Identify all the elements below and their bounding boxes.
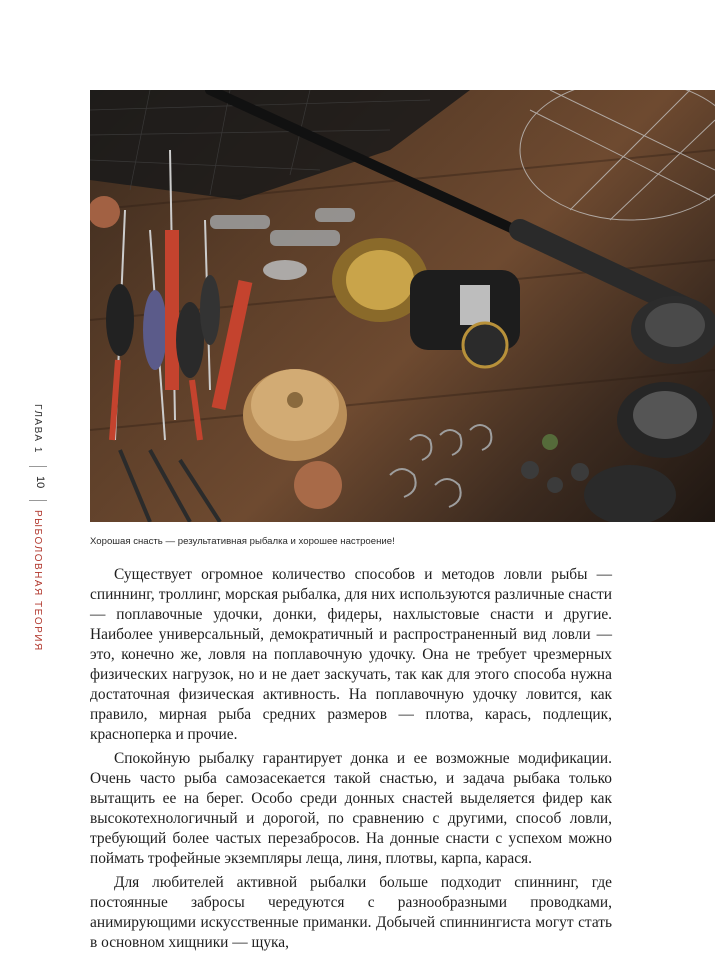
bait-ball (294, 461, 342, 509)
sinkers (521, 434, 589, 493)
chapter-label: ГЛАВА 1 (32, 404, 43, 454)
paragraph: Для любителей активной рыбалки больше подходит спиннинг, где постоянные забросы чередуются с разнообразными проводками, анимирующими искусственные приманки. Добычей спиннингиста могут стать в основном хищники — щука, (90, 874, 612, 951)
paragraph: Существует огромное количество способов и методов ловли рыбы — спиннинг, троллинг, морская рыбалка, для них используются различные снасти — поплавочные удочки, донки, фидеры, нахлыстовые снасти и другие. Наиболее универсальный, демократичный и распространенный вид ловли — это, конечно же, ловля на поплавочную удочку. Она не требует чрезмерных физических нагрузок, но и не дает заскучать, так как для этого способа нужна достаточная физическая активность. На поплавочную удочку ловится, как правило, мирная рыба средних размеров — плотва, карась, подлещик, красноперка и прочие. (90, 566, 612, 743)
fishing-gear-illustration (90, 90, 715, 522)
swivels (120, 450, 220, 522)
page-sidebar (27, 404, 51, 654)
bait-ball (90, 196, 120, 228)
photo-caption: Хорошая снасть — результативная рыбалка и хорошее настроение! (90, 536, 395, 547)
line-spool (243, 369, 347, 461)
paragraph: Спокойную рыбалку гарантирует донка и ее возможные модификации. Очень часто рыба самозасекается такой снастью, и задача рыбака только вытащить ее на берег. Особо среди донных снастей выделяется фидер как высокотехнологичный и дорогой, по сравнению с другими, способ ловли, требующий более частых перезабросов. На донные снасти с успехом можно поймать трофейные экземпляры леща, линя, плотвы, карпа, карася. (90, 750, 612, 867)
wire-net (520, 90, 715, 220)
hooks (390, 425, 491, 507)
section-title: РЫБОЛОВНАЯ ТЕОРИЯ (32, 510, 43, 652)
spinning-reel (332, 238, 520, 367)
page-number: 10 (34, 476, 46, 489)
feeders (210, 208, 355, 280)
divider (29, 466, 47, 467)
body-text (90, 565, 612, 957)
spare-spools (584, 296, 715, 522)
fishing-gear-photo (90, 90, 715, 522)
divider (29, 500, 47, 501)
